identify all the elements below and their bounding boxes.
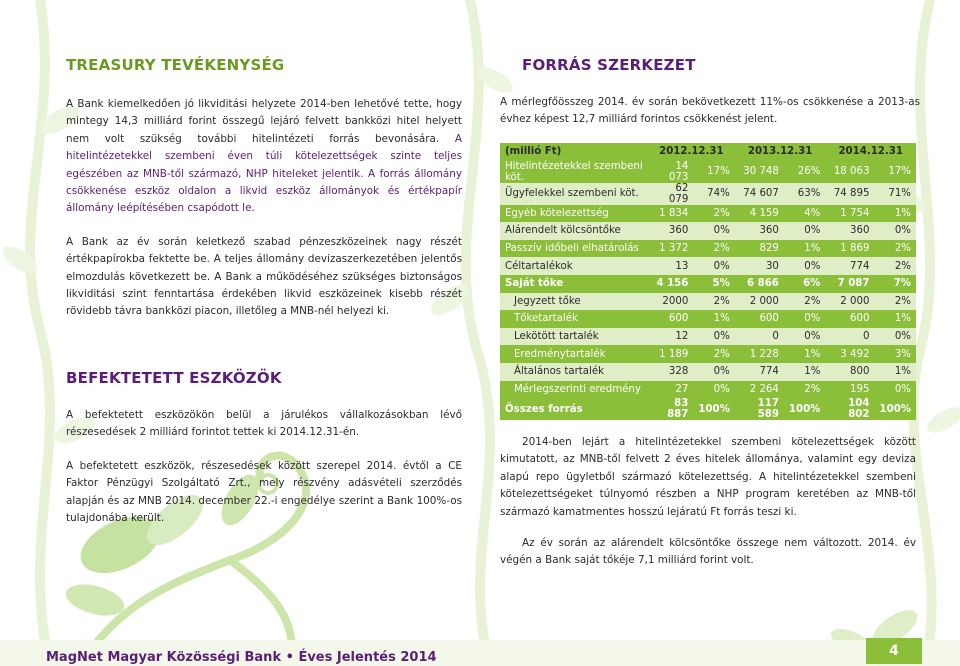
table-cell: 6 866 [747,278,779,290]
table-row-label: Ügyfelekkel szembeni köt. [505,188,639,200]
table-cell: 26% [797,166,821,178]
table-cell: 12 [675,331,689,343]
table-cell: 600 [668,313,689,325]
table-cell: 13 [675,260,689,272]
table-cell: 17% [888,166,911,178]
table-row [500,257,916,275]
treasury-paragraph-2: A Bank az év során keletkező szabad pénzeszközeinek nagy részét értékpapírokba fektette be. A teljes állomány devizaszerkezetében jelentős elmozdulás következett be. A Bank a működéséhez szükséges biztonságos likviditási szint fenntartása érdekében likvid eszközeinek kisebb részét rövidebb távra bankközi piacon, illetőleg a MNB-nél helyezi ki. [66,235,462,318]
table-cell: 774 [850,260,870,272]
table-cell: 0% [713,331,730,343]
table-row-label: Alárendelt kölcsöntőke [505,225,621,237]
table-row-label: Céltartalékok [505,260,573,272]
table-row [500,222,916,240]
left-column [66,56,462,527]
table-row-label: Jegyzett tőke [514,295,581,307]
table-cell: 5% [712,278,730,290]
table-cell: 74 607 [743,188,779,200]
table-cell: 0 [772,331,779,343]
footer-text: MagNet Magyar Közösségi Bank • Éves Jelentés 2014 [46,650,437,665]
table-cell: 71% [888,188,911,200]
table-cell: 1% [894,366,911,378]
table-cell: 6% [803,278,821,290]
table-cell: 1 372 [659,243,689,255]
table-cell: 360 [668,225,689,237]
table-cell: 774 [759,366,779,378]
table-cell: 2% [713,348,730,360]
table-row [500,205,916,223]
table-cell: 62 079 [668,182,689,205]
table-cell: 0 [862,331,870,343]
table-cell: 18 063 [833,166,870,178]
table-cell: 14 073 [668,160,689,183]
befektetett-paragraph-2: A befektetett eszközök, részesedések között szerepel 2014. évtől a CE Faktor Pénzügyi Szolgáltató Zrt., mely részvény adásvételi szerződés alapján és az MNB 2014. december 22.-i engedélye szerint a Bank 100%-os tulajdonába került. [66,459,462,524]
table-row-label: Összes forrás [505,403,583,415]
table-cell: 195 [850,383,870,395]
table-cell: 2% [894,260,911,272]
treasury-title: TREASURY TEVÉKENYSÉG [66,56,285,74]
table-row-label: Eredménytartalék [514,348,606,360]
table-cell: 74 895 [833,188,870,200]
table-cell: 0% [804,260,821,272]
befektetett-paragraph-1: A befektetett eszközökön belül a járulékos vállalkozásokban lévő részesedések 2 milliárd forintot tettek ki 2014.12.31-én. [66,408,462,439]
table-cell: 3 492 [840,348,870,360]
table-cell: 0% [804,331,821,343]
table-cell: 100% [698,403,730,415]
table-cell: 829 [759,243,779,255]
table-cell: 0% [804,225,821,237]
table-cell: 2000 [662,295,689,307]
forras-table [500,143,916,420]
table-row [500,328,916,346]
table-cell: 2 000 [840,295,870,307]
table-row-label: Tőketartalék [514,313,578,325]
table-header-cell: (millió Ft) [505,146,562,158]
table-cell: 7 087 [837,278,870,290]
table-cell: 0% [713,225,730,237]
table-cell: 2% [894,243,911,255]
forras-paragraph-1: 2014-ben lejárt a hitelintézetekkel szembeni kötelezettségek között kimutatott, az MNB-től felvett 2 éves hitelek állománya, valamint egy deviza alapú repo ügyletből származó kötelezettség. A hitelintézetekkel szembeni kötelezettségeket túlnyomó részben a NHP program keretében az MNB-től származó kamatmentes hosszú lejáratú Ft forrás teszi ki. [500,436,916,518]
table-cell: 1% [894,207,911,219]
table-cell: 2% [804,295,821,307]
table-cell: 2% [713,207,730,219]
table-cell: 0% [894,383,911,395]
table-cell: 600 [759,313,779,325]
table-row [500,240,916,258]
table-row-label: Saját tőke [505,278,564,290]
table-cell: 7% [893,278,911,290]
table-cell: 117 589 [757,398,779,421]
table-cell: 1 189 [659,348,689,360]
table-cell: 1 754 [840,207,870,219]
table-cell: 0% [894,225,911,237]
table-cell: 4% [804,207,821,219]
table-header-cell: 2012.12.31 [659,146,724,158]
table-row [500,363,916,381]
page-number: 4 [866,638,922,664]
table-cell: 2 264 [749,383,779,395]
table-row-label: Passzív időbeli elhatárolás [505,243,639,255]
table-row [500,183,916,205]
table-cell: 360 [850,225,870,237]
table-cell: 100% [788,403,821,415]
table-row [500,345,916,363]
table-row [500,310,916,328]
table-header-cell: 2013.12.31 [747,146,813,158]
table-row [500,275,916,293]
treasury-paragraph-1 [66,96,462,218]
table-cell: 4 156 [656,278,689,290]
table-row-label: Általános tartalék [514,366,605,378]
table-header-cell: 2014.12.31 [838,146,903,158]
table-cell: 328 [668,366,689,378]
forras-intro: A mérlegfőösszeg 2014. év során bekövetkezett 11%-os csökkenése a 2013-as évhez képest 12,7 milliárd forintos csökkenést jelent. [500,96,920,126]
table-row [500,398,916,420]
table-cell: 0% [804,313,821,325]
table-cell: 2% [713,295,730,307]
table-cell: 3% [894,348,911,360]
table-cell: 4 159 [749,207,779,219]
table-cell: 74% [707,188,730,200]
table-row-label: Hitelintézetekkel szembeni köt. [505,160,643,183]
table-cell: 1% [894,313,911,325]
table-cell: 2% [894,295,911,307]
table-row-label: Egyéb kötelezettség [505,207,609,219]
table-cell: 30 [765,260,779,272]
forras-bottom-text [500,434,916,570]
table-cell: 1% [713,313,730,325]
table-cell: 17% [707,166,730,178]
table-cell: 27 [675,383,689,395]
table-row-label: Lekötött tartalék [514,331,599,343]
table-row [500,293,916,311]
table-row-label: Mérlegszerinti eredmény [514,383,641,395]
table-cell: 800 [850,366,870,378]
befektetett-title: BEFEKTETETT ESZKÖZÖK [66,368,282,387]
table-cell: 2% [804,383,821,395]
table-cell: 1% [804,348,821,360]
table-cell: 1% [804,243,821,255]
table-cell: 1% [804,366,821,378]
table-cell: 1 834 [659,207,689,219]
table-cell: 100% [879,403,911,415]
table-cell: 2 000 [749,295,779,307]
table-cell: 30 748 [743,166,779,178]
table-row [500,161,916,183]
table-cell: 600 [850,313,870,325]
treasury-text-dark: A Bank kiemelkedően jó likviditási helyzete 2014-ben lehetővé tette, hogy mintegy 14,3 milliárd forint összegű lejáró felvett bankközi hitel helyett nem volt szükség további hitelintézeti forrás bevonására. [66,98,462,145]
right-column [500,56,920,129]
table-cell: 2% [713,243,730,255]
treasury-text-purple: A hitelintézetekkel szembeni éven túli kötelezettségek szinte teljes egészében az MNB-től származó, NHP hiteleket jelentik. A forrás állomány csökkenése eszköz oldalon a likvid eszköz állományok és értékpapír állomány leépítésében csapódott le. [66,132,462,215]
forras-table-body [500,143,916,420]
table-cell: 104 802 [848,398,870,421]
table-cell: 1 228 [749,348,779,360]
forras-title: FORRÁS SZERKEZET [522,56,696,74]
table-cell: 83 887 [667,398,689,421]
table-cell: 0% [713,366,730,378]
forras-paragraph-2: Az év során az alárendelt kölcsöntőke összege nem változott. 2014. év végén a Bank saját tőkéje 7,1 milliárd forint volt. [500,537,916,567]
table-cell: 63% [797,188,821,200]
table-cell: 360 [759,225,779,237]
table-cell: 0% [894,331,911,343]
table-cell: 1 869 [840,243,870,255]
table-row [500,381,916,399]
table-cell: 0% [713,383,730,395]
table-header-row [500,143,916,161]
table-cell: 0% [713,260,730,272]
